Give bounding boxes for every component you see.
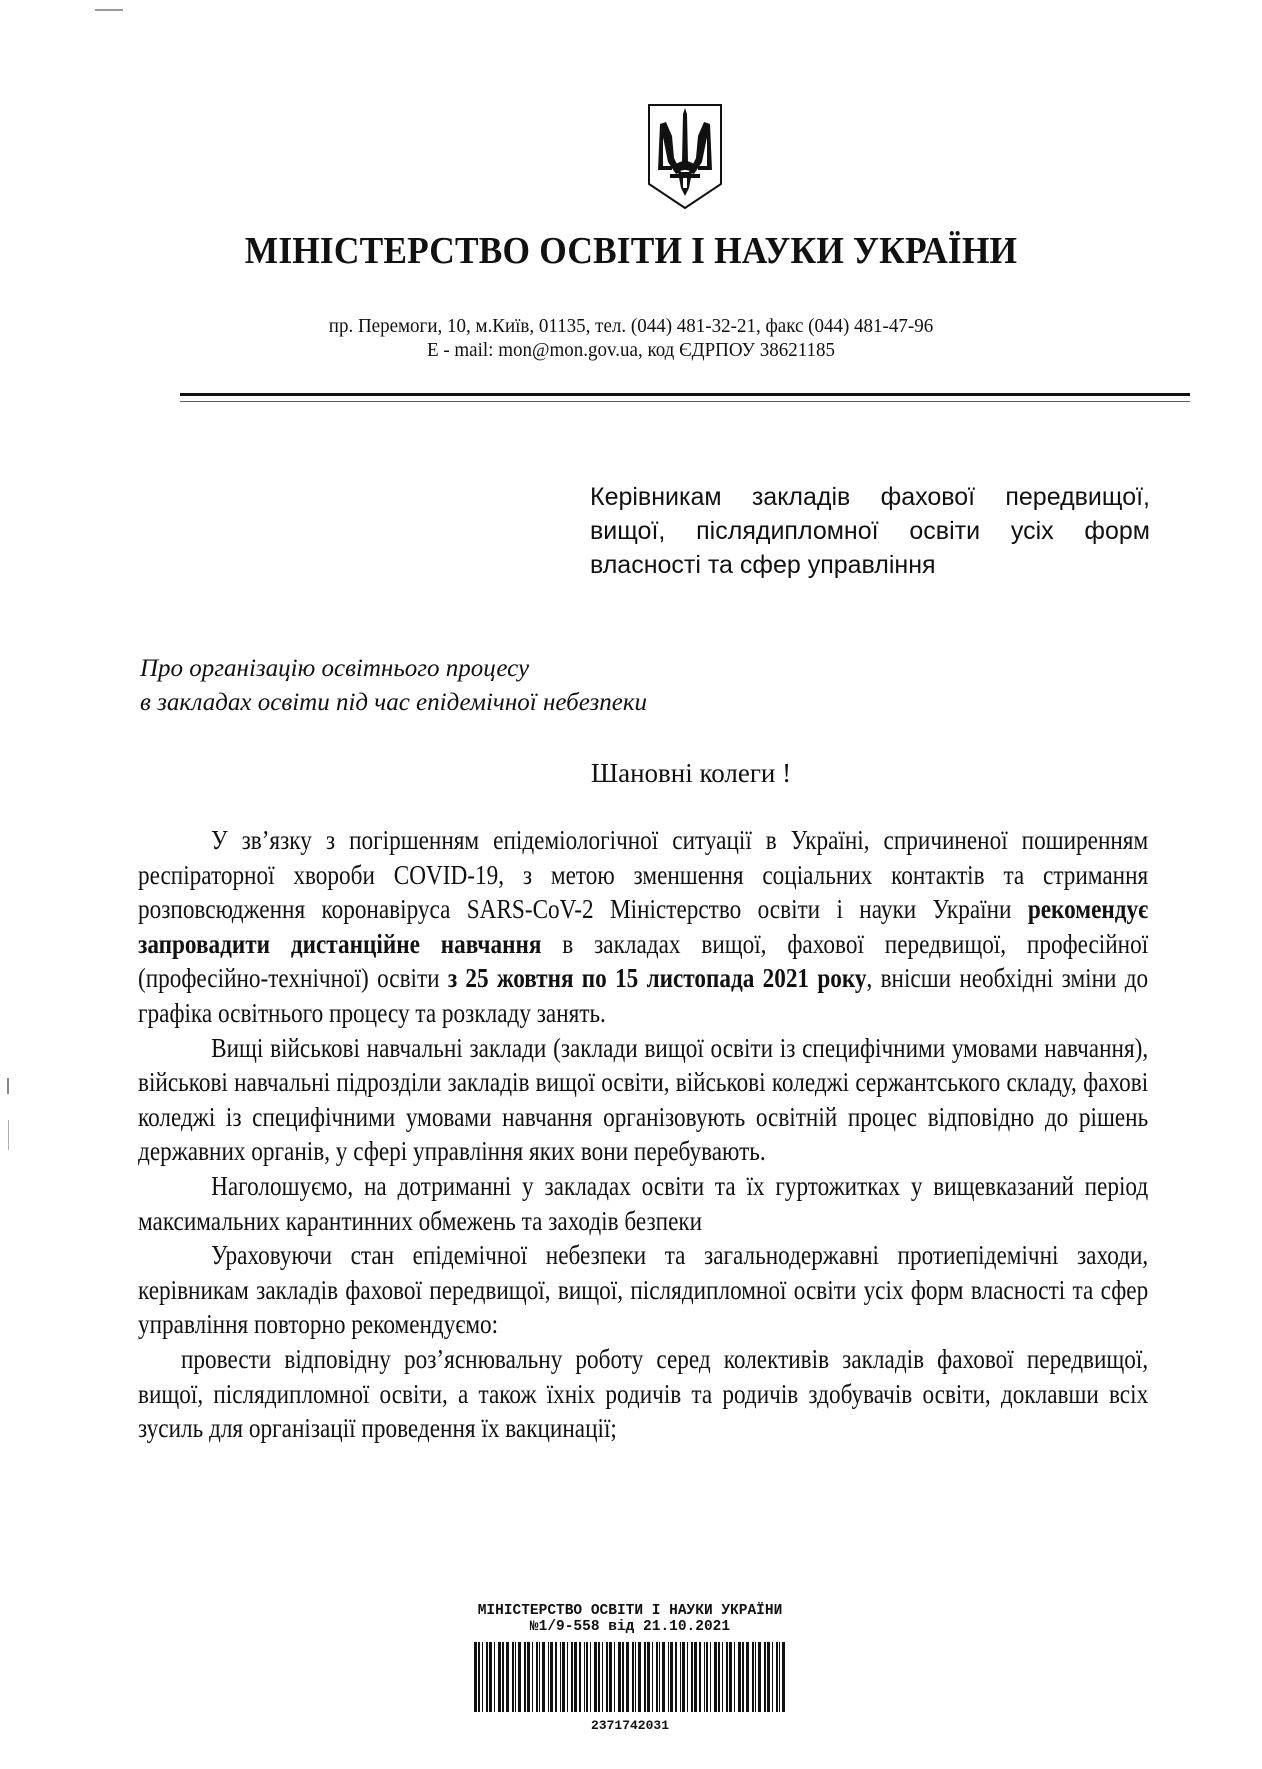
barcode-bar xyxy=(644,1642,646,1712)
barcode-bar xyxy=(694,1642,697,1712)
barcode-bar xyxy=(706,1642,708,1712)
barcode-bar xyxy=(718,1642,720,1712)
barcode-bar xyxy=(494,1642,495,1712)
barcode-bar xyxy=(515,1642,516,1712)
barcode-bar xyxy=(729,1642,732,1712)
barcode-bar xyxy=(632,1642,634,1712)
barcode-bar xyxy=(532,1642,533,1712)
barcode-bar xyxy=(474,1642,477,1712)
scan-artifact xyxy=(7,1078,9,1094)
barcode-bar xyxy=(742,1642,744,1712)
barcode-bar xyxy=(579,1642,581,1712)
barcode-bar xyxy=(548,1642,549,1712)
emphasis-dates: з 25 жовтня по 15 листопада 2021 року xyxy=(447,963,867,994)
subject-line: в закладах освіти під час епідемічної небезпеки xyxy=(140,689,648,716)
barcode-bar xyxy=(662,1642,665,1712)
barcode-bar xyxy=(738,1642,741,1712)
scan-artifact xyxy=(95,9,123,11)
barcode-bar xyxy=(670,1642,673,1712)
addressee: Керівникам закладів фахової передвищої, вищої, післядипломної освіти усіх форм власності та сфер управління xyxy=(590,483,1150,579)
stamp-org: МІНІСТЕРСТВО ОСВІТИ І НАУКИ УКРАЇНИ xyxy=(477,1603,783,1619)
barcode-bar xyxy=(602,1642,603,1712)
barcode-bar xyxy=(542,1642,545,1712)
barcode-bar xyxy=(550,1642,553,1712)
letter-body xyxy=(138,823,1148,1446)
barcode-bar xyxy=(726,1642,728,1712)
letter-subject xyxy=(140,652,647,720)
barcode-bar xyxy=(675,1642,677,1712)
barcode-bar xyxy=(555,1642,557,1712)
subject-line: Про організацію освітнього процесу xyxy=(140,655,530,682)
barcode-bar xyxy=(746,1642,749,1712)
salutation: Шановні колеги ! xyxy=(590,758,792,788)
barcode-bar xyxy=(776,1642,778,1712)
barcode-bar xyxy=(767,1642,770,1712)
barcode-bar xyxy=(618,1642,621,1712)
body-paragraph: Ураховуючи стан епідемічної небезпеки та загальнодержавні протиепідемічні заходи, керівникам закладів фахової передвищої, вищої, післядипломної освіти усіх форм власності та сфер управління повторно рекомендуємо: xyxy=(138,1240,1149,1340)
body-paragraph: Вищі військові навчальні заклади (заклади вищої освіти із специфічними умовами навчання), військові навчальні підрозділи закладів вищої освіти, військові коледжі сержантського складу, фахові коледжі із специфічними умовами навчання організовують освітній процес відповідно до рішень державних органів, у сфері управління яких вони перебувають. xyxy=(138,1032,1149,1167)
barcode-bar xyxy=(518,1642,521,1712)
barcode-bar xyxy=(609,1642,612,1712)
barcode-bar xyxy=(598,1642,600,1712)
barcode-bar xyxy=(752,1642,754,1712)
barcode-bar xyxy=(606,1642,608,1712)
barcode-bar xyxy=(691,1642,693,1712)
barcode-bar xyxy=(527,1642,530,1712)
body-paragraph: Наголошуємо, на дотриманні у закладах освіти та їх гуртожитках у вищевказаний період максимальних карантинних обмежень та заходів безпеки xyxy=(138,1170,1149,1236)
barcode-bar xyxy=(502,1642,504,1712)
barcode-bar xyxy=(594,1642,597,1712)
barcode-bar xyxy=(682,1642,685,1712)
barcode-bar xyxy=(567,1642,568,1712)
barcode-bar xyxy=(586,1642,588,1712)
stamp-number-date: №1/9-558 від 21.10.2021 xyxy=(529,1619,731,1635)
barcode-bar xyxy=(772,1642,773,1712)
barcode-bar xyxy=(659,1642,660,1712)
barcode-bar xyxy=(622,1642,624,1712)
ministry-title: МІНІСТЕРСТВО ОСВІТИ І НАУКИ УКРАЇНИ xyxy=(244,230,1018,272)
text-run: , внісши необхідні зміни до графіка освітнього процесу та розкладу занять. xyxy=(138,963,1149,1028)
letterhead-divider-thin xyxy=(180,401,1190,402)
barcode-bar xyxy=(498,1642,501,1712)
barcode-bar xyxy=(482,1642,483,1712)
barcode-bar xyxy=(687,1642,688,1712)
barcode-bar xyxy=(590,1642,591,1712)
barcode-bar xyxy=(638,1642,641,1712)
barcode-bar xyxy=(635,1642,636,1712)
barcode-bar xyxy=(524,1642,526,1712)
barcode-bar xyxy=(782,1642,785,1712)
barcode-bar xyxy=(680,1642,681,1712)
barcode-bar xyxy=(714,1642,717,1712)
barcode-bar xyxy=(755,1642,756,1712)
barcode-bar xyxy=(560,1642,561,1712)
barcode-bar xyxy=(486,1642,488,1712)
barcode-bar xyxy=(758,1642,761,1712)
barcode-bar xyxy=(722,1642,723,1712)
barcode-bar xyxy=(734,1642,735,1712)
barcode-bar xyxy=(562,1642,565,1712)
barcode-bar xyxy=(506,1642,509,1712)
registration-stamp xyxy=(440,1603,820,1635)
scan-artifact xyxy=(8,1120,9,1150)
address-line: пр. Перемоги, 10, м.Київ, 01135, тел. (044) 481-32-21, факс (044) 481-47-96 xyxy=(328,315,934,337)
barcode-bar xyxy=(574,1642,577,1712)
barcode-bar xyxy=(668,1642,669,1712)
barcode-bar xyxy=(704,1642,705,1712)
barcode-bar xyxy=(512,1642,514,1712)
barcode-bar xyxy=(764,1642,766,1712)
barcode-bar xyxy=(652,1642,653,1712)
barcode-icon xyxy=(474,1642,786,1712)
barcode-bar xyxy=(536,1642,538,1712)
barcode-bar xyxy=(647,1642,650,1712)
barcode-bar xyxy=(584,1642,585,1712)
text-run: в закладах вищої, фахової передвищої, професійної (професійно-технічної) освіти xyxy=(138,928,1149,994)
barcode-bar xyxy=(571,1642,573,1712)
barcode-bar xyxy=(614,1642,615,1712)
barcode-bar xyxy=(656,1642,658,1712)
emphasis-recommendation: рекомендує запровадити дистанційне навчання xyxy=(138,894,1149,959)
ukraine-trident-emblem-icon xyxy=(646,102,724,212)
contact-line: E - mail: mon@mon.gov.ua, код ЄДРПОУ 38621185 xyxy=(426,339,836,361)
barcode-bar xyxy=(710,1642,711,1712)
barcode-bar xyxy=(779,1642,780,1712)
body-paragraph: провести відповідну роз’яснювальну роботу серед колективів закладів фахової передвищої, вищої, післядипломної освіти, а також їхніх родичів та родичів здобувачів освіти, доклавши всіх зусиль для організації проведення їх вакцинації; xyxy=(138,1343,1149,1444)
letterhead-divider xyxy=(180,393,1190,396)
barcode-bar xyxy=(699,1642,701,1712)
ministry-address xyxy=(0,314,1262,362)
barcode-bar xyxy=(626,1642,629,1712)
barcode-bar xyxy=(489,1642,492,1712)
text-run: У зв’язку з погіршенням епідеміологічної ситуації в Україні, спричиненої поширенням респіраторної хвороби COVID-19, з метою зменшення соціальних контактів та стримання розповсюдження коронавіруса SARS-CoV-2 Міністерство освіти і науки України xyxy=(138,825,1149,925)
barcode-bar xyxy=(539,1642,540,1712)
barcode-bar xyxy=(478,1642,480,1712)
barcode-number: 2371742031 xyxy=(590,1718,669,1733)
body-paragraph xyxy=(138,823,1148,1031)
